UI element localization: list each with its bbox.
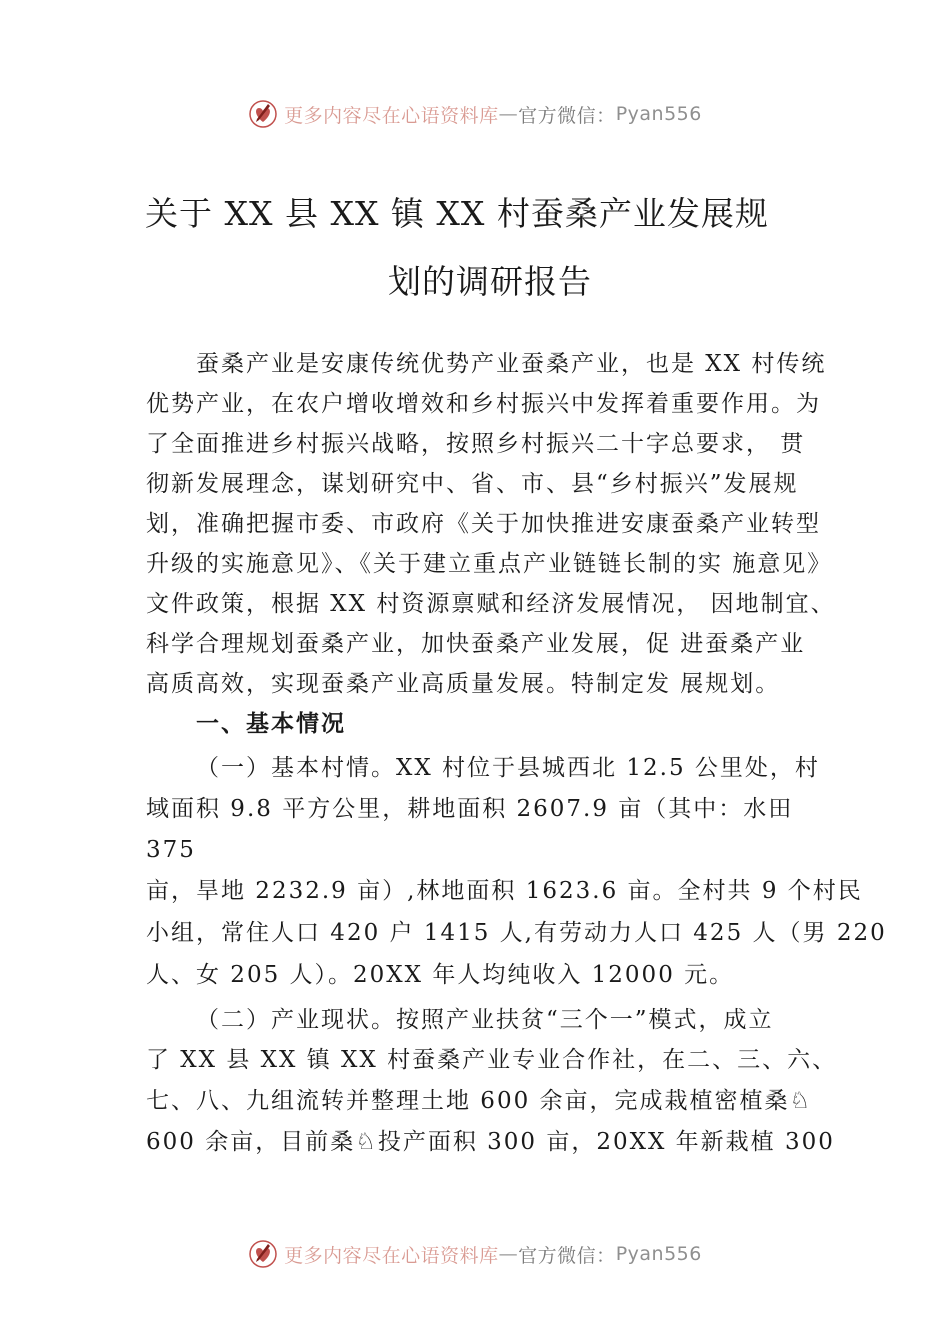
heart-pen-logo-icon	[248, 99, 278, 129]
watermark-wechat-id: Pyan556	[615, 1243, 702, 1265]
heart-pen-logo-icon	[248, 1239, 278, 1269]
paragraph-line: 域面积 9.8 平方公里，耕地面积 2607.9 亩（其中：水田	[146, 796, 794, 822]
paragraph-line: 了 XX 县 XX 镇 XX 村蚕桑产业专业合作社，在二、三、六、	[146, 1047, 838, 1073]
watermark-contact-label: 官方微信：	[518, 1244, 616, 1267]
watermark-contact-label: 官方微信：	[518, 104, 616, 127]
paragraph-line: 文件政策，根据 XX 村资源禀赋和经济发展情况， 因地制宜、	[146, 591, 836, 617]
paragraph-line: 亩，旱地 2232.9 亩）,林地面积 1623.6 亩。全村共 9 个村民	[146, 878, 863, 904]
paragraph-line: 375	[146, 837, 196, 863]
paragraph-line: 600 余亩，目前桑♘投产面积 300 亩，20XX 年新栽植 300	[146, 1129, 835, 1155]
watermark-dash: —	[498, 1243, 519, 1265]
paragraph-line: （二）产业现状。按照产业扶贫“三个一”模式，成立	[196, 1007, 774, 1033]
watermark-header	[0, 96, 950, 132]
paragraph-line: 蚕桑产业是安康传统优势产业蚕桑产业，也是 XX 村传统	[196, 351, 827, 377]
watermark-wechat-id: Pyan556	[615, 103, 702, 125]
document-title-line-1: 关于 XX 县 XX 镇 XX 村蚕桑产业发展规	[145, 194, 769, 233]
document-title-line-2: 划的调研报告	[388, 262, 592, 301]
paragraph-line: （一）基本村情。XX 村位于县城西北 12.5 公里处，村	[196, 755, 820, 781]
paragraph-line: 高质高效，实现蚕桑产业高质量发展。特制定发 展规划。	[146, 671, 781, 697]
watermark-footer	[0, 1236, 950, 1272]
paragraph-line: 优势产业，在农户增收增效和乡村振兴中发挥着重要作用。为	[146, 391, 821, 417]
section-heading: 一、基本情况	[196, 711, 346, 737]
paragraph-line: 小组，常住人口 420 户 1415 人,有劳动力人口 425 人（男 220	[146, 920, 887, 946]
paragraph-line: 彻新发展理念，谋划研究中、省、市、县“乡村振兴”发展规	[146, 471, 799, 497]
paragraph-line: 了全面推进乡村振兴战略，按照乡村振兴二十字总要求， 贯	[146, 431, 806, 457]
watermark-brand: 更多内容尽在心语资料库	[284, 104, 499, 127]
paragraph-line: 划，准确把握市委、市政府《关于加快推进安康蚕桑产业转型	[146, 511, 821, 537]
paragraph-line: 升级的实施意见》、《关于建立重点产业链链长制的实 施意见》	[146, 551, 833, 577]
watermark-dash: —	[498, 103, 519, 125]
watermark-brand: 更多内容尽在心语资料库	[284, 1244, 499, 1267]
paragraph-line: 七、八、九组流转并整理土地 600 余亩，完成栽植密植桑♘	[146, 1088, 813, 1114]
paragraph-line: 科学合理规划蚕桑产业，加快蚕桑产业发展，促 进蚕桑产业	[146, 631, 806, 657]
paragraph-line: 人、女 205 人）。20XX 年人均纯收入 12000 元。	[146, 962, 735, 988]
